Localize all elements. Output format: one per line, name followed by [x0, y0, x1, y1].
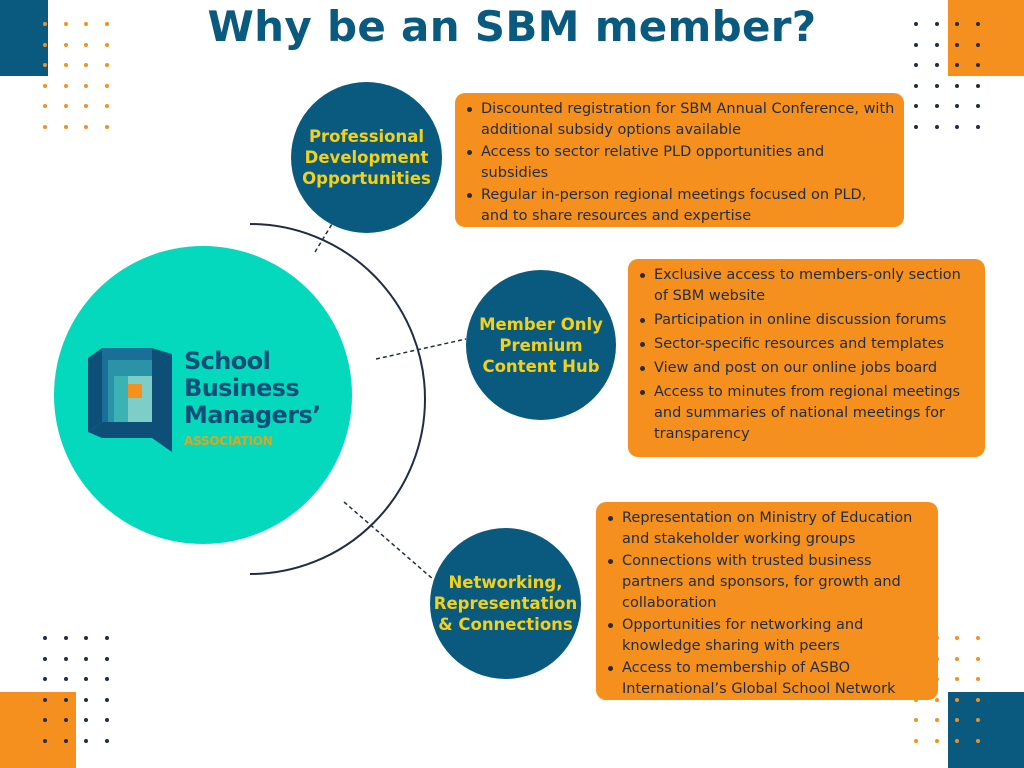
- list-item: Representation on Ministry of Education and stakeholder working groups: [604, 508, 930, 550]
- logo-association: ASSOCIATION: [184, 434, 273, 448]
- list-item: Regular in-person regional meetings focused on PLD, and to share resources and expertise: [463, 185, 896, 227]
- list-item: Connections with trusted business partners and sponsors, for growth and collaboration: [604, 551, 930, 614]
- node-content-hub: [466, 270, 616, 420]
- benefits-list: [463, 99, 896, 227]
- list-item: Access to membership of ASBO International’s Global School Network: [604, 658, 930, 700]
- list-item: Sector-specific resources and templates: [636, 334, 977, 355]
- node-label: Member Only Premium Content Hub: [479, 314, 603, 376]
- list-item: Opportunities for networking and knowledge sharing with peers: [604, 615, 930, 657]
- page-title: Why be an SBM member?: [207, 2, 817, 51]
- logo-line-school: School: [184, 347, 271, 375]
- benefits-box-professional-development: [455, 93, 904, 227]
- logo-line-managers: Managers’: [184, 401, 321, 429]
- connector-line-3: [344, 502, 434, 580]
- benefits-list: [636, 265, 977, 445]
- list-item: View and post on our online jobs board: [636, 358, 977, 379]
- list-item: Exclusive access to members-only section of SBM website: [636, 265, 977, 307]
- benefits-list: [604, 508, 930, 700]
- list-item: Access to sector relative PLD opportunities and subsidies: [463, 142, 896, 184]
- node-networking: [430, 528, 581, 679]
- list-item: Access to minutes from regional meetings and summaries of national meetings for transparency: [636, 382, 977, 445]
- list-item: Participation in online discussion forums: [636, 310, 977, 331]
- sbm-logo: [88, 346, 348, 456]
- benefits-box-content-hub: [628, 259, 985, 457]
- logo-line-business: Business: [184, 374, 300, 402]
- logo-wordmark: [184, 348, 321, 429]
- node-label: Networking, Representation & Connections: [433, 573, 578, 634]
- node-label: Professional Development Opportunities: [302, 127, 431, 188]
- sbm-logo-mark-icon: [88, 348, 176, 452]
- list-item: Discounted registration for SBM Annual Conference, with additional subsidy options available: [463, 99, 896, 141]
- benefits-box-networking: [596, 502, 938, 700]
- node-professional-development: [291, 82, 442, 233]
- connector-line-2: [376, 339, 466, 359]
